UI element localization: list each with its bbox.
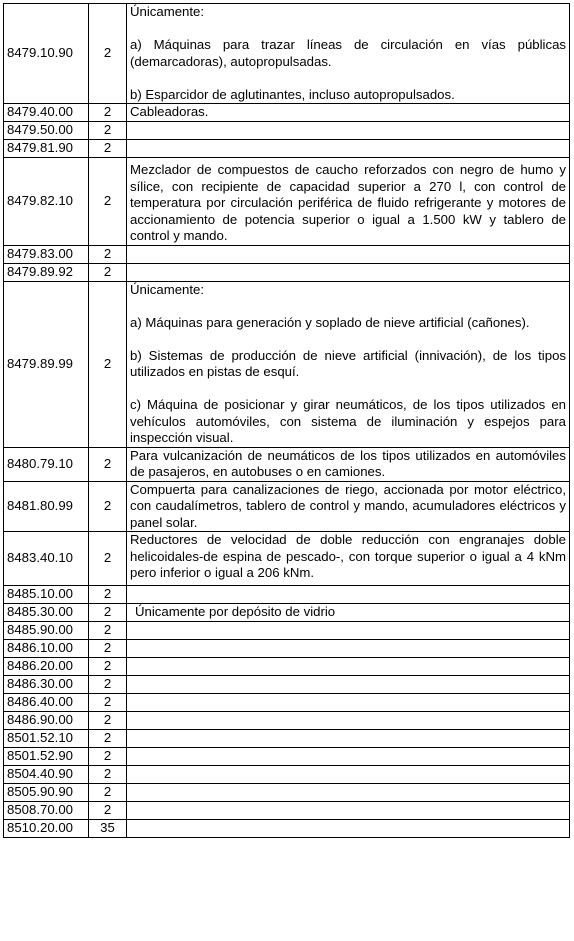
tariff-code: 8508.70.00 (4, 801, 89, 819)
table-row (4, 711, 570, 729)
table-row (4, 4, 570, 104)
table-row (4, 657, 570, 675)
tariff-code: 8479.89.99 (4, 281, 89, 447)
table-row (4, 245, 570, 263)
tariff-code: 8483.40.10 (4, 532, 89, 586)
tariff-rate: 35 (89, 819, 127, 837)
tariff-code: 8486.90.00 (4, 711, 89, 729)
tariff-code: 8510.20.00 (4, 819, 89, 837)
tariff-rate: 2 (89, 783, 127, 801)
description-paragraph: b) Sistemas de producción de nieve artificial (innivación), de los tipos utilizados en pistas de esquí. (130, 347, 566, 379)
tariff-table-body (4, 4, 570, 838)
tariff-rate: 2 (89, 657, 127, 675)
tariff-rate: 2 (89, 639, 127, 657)
tariff-description (127, 4, 570, 104)
tariff-rate: 2 (89, 585, 127, 603)
tariff-description (127, 657, 570, 675)
tariff-description (127, 675, 570, 693)
tariff-rate: 2 (89, 447, 127, 481)
description-paragraph: c) Máquina de posicionar y girar neumáticos, de los tipos utilizados en vehículos automóviles, con sistema de iluminación y espejos para inspección visual. (130, 397, 566, 445)
table-row (4, 158, 570, 246)
tariff-rate: 2 (89, 122, 127, 140)
tariff-rate: 2 (89, 765, 127, 783)
tariff-rate: 2 (89, 711, 127, 729)
tariff-description (127, 281, 570, 447)
tariff-rate: 2 (89, 532, 127, 586)
tariff-code: 8479.40.00 (4, 104, 89, 122)
tariff-table (3, 3, 570, 838)
table-row (4, 532, 570, 586)
tariff-code: 8485.10.00 (4, 585, 89, 603)
tariff-code: 8485.30.00 (4, 603, 89, 621)
tariff-code: 8485.90.00 (4, 621, 89, 639)
tariff-rate: 2 (89, 140, 127, 158)
tariff-rate: 2 (89, 104, 127, 122)
description-paragraph: Mezclador de compuestos de caucho reforzados con negro de humo y sílice, con recipiente de capacidad superior a 270 l, con control de temperatura por circulación periférica de fluido refrigerante y motores de accionamiento de potencia superior o igual a 1.500 kW y tablero de control y mando. (130, 162, 566, 243)
description-paragraph: Reductores de velocidad de doble reducción con engranajes doble helicoidales-de espina de pescado-, con torque superior o igual a 4 kNm pero inferior o igual a 206 kNm. (130, 532, 566, 580)
tariff-description (127, 711, 570, 729)
table-row (4, 765, 570, 783)
table-row (4, 729, 570, 747)
tariff-description (127, 729, 570, 747)
tariff-description (127, 801, 570, 819)
table-row (4, 122, 570, 140)
tariff-description (127, 639, 570, 657)
tariff-code: 8505.90.90 (4, 783, 89, 801)
tariff-code: 8504.40.90 (4, 765, 89, 783)
table-row (4, 621, 570, 639)
tariff-code: 8479.81.90 (4, 140, 89, 158)
description-paragraph: a) Máquinas para generación y soplado de nieve artificial (cañones). (130, 314, 530, 330)
description-paragraph: Compuerta para canalizaciones de riego, accionada por motor eléctrico, con caudalímetros, tablero de control y mando, acumuladores eléctricos y panel solar. (130, 481, 566, 530)
tariff-code: 8480.79.10 (4, 447, 89, 481)
tariff-rate: 2 (89, 603, 127, 621)
tariff-code: 8486.40.00 (4, 693, 89, 711)
tariff-code: 8479.82.10 (4, 158, 89, 246)
tariff-description (127, 693, 570, 711)
tariff-rate: 2 (89, 281, 127, 447)
table-row (4, 263, 570, 281)
tariff-description (127, 532, 570, 586)
tariff-rate: 2 (89, 675, 127, 693)
tariff-description (127, 819, 570, 837)
tariff-rate: 2 (89, 263, 127, 281)
tariff-rate: 2 (89, 4, 127, 104)
tariff-description (127, 158, 570, 246)
tariff-description (127, 783, 570, 801)
tariff-code: 8486.20.00 (4, 657, 89, 675)
tariff-rate: 2 (89, 747, 127, 765)
tariff-rate: 2 (89, 801, 127, 819)
tariff-rate: 2 (89, 621, 127, 639)
tariff-code: 8481.80.99 (4, 481, 89, 532)
table-row (4, 585, 570, 603)
tariff-description (127, 263, 570, 281)
table-row (4, 675, 570, 693)
table-row (4, 281, 570, 447)
tariff-code: 8479.83.00 (4, 245, 89, 263)
table-row (4, 783, 570, 801)
tariff-rate: 2 (89, 693, 127, 711)
description-paragraph: Únicamente: (130, 281, 205, 297)
tariff-code: 8501.52.90 (4, 747, 89, 765)
tariff-rate: 2 (89, 729, 127, 747)
tariff-description (127, 104, 570, 122)
tariff-description (127, 603, 570, 621)
description-paragraph: Únicamente: (130, 4, 205, 19)
table-row (4, 481, 570, 532)
table-row (4, 104, 570, 122)
tariff-rate: 2 (89, 158, 127, 246)
tariff-description (127, 621, 570, 639)
tariff-description (127, 245, 570, 263)
table-row (4, 801, 570, 819)
tariff-description (127, 122, 570, 140)
tariff-code: 8479.10.90 (4, 4, 89, 104)
table-row (4, 819, 570, 837)
table-row (4, 603, 570, 621)
tariff-description (127, 140, 570, 158)
tariff-rate: 2 (89, 481, 127, 532)
tariff-description (127, 585, 570, 603)
tariff-code: 8486.30.00 (4, 675, 89, 693)
description-paragraph: Para vulcanización de neumáticos de los tipos utilizados en automóviles de pasajeros, en autobuses o en camiones. (130, 447, 566, 479)
tariff-description (127, 747, 570, 765)
tariff-description (127, 765, 570, 783)
table-row (4, 140, 570, 158)
description-paragraph: a) Máquinas para trazar líneas de circulación en vías públicas (demarcadoras), autopropulsadas. (130, 37, 566, 69)
tariff-description (127, 447, 570, 481)
description-paragraph: b) Esparcidor de aglutinantes, incluso autopropulsados. (130, 86, 455, 102)
table-row (4, 693, 570, 711)
table-row (4, 447, 570, 481)
description-paragraph: Cableadoras. (130, 104, 209, 120)
table-row (4, 639, 570, 657)
description-paragraph: Únicamente por depósito de vidrio (135, 603, 336, 619)
tariff-code: 8479.50.00 (4, 122, 89, 140)
tariff-code: 8479.89.92 (4, 263, 89, 281)
table-row (4, 747, 570, 765)
tariff-description (127, 481, 570, 532)
tariff-rate: 2 (89, 245, 127, 263)
tariff-code: 8501.52.10 (4, 729, 89, 747)
tariff-code: 8486.10.00 (4, 639, 89, 657)
